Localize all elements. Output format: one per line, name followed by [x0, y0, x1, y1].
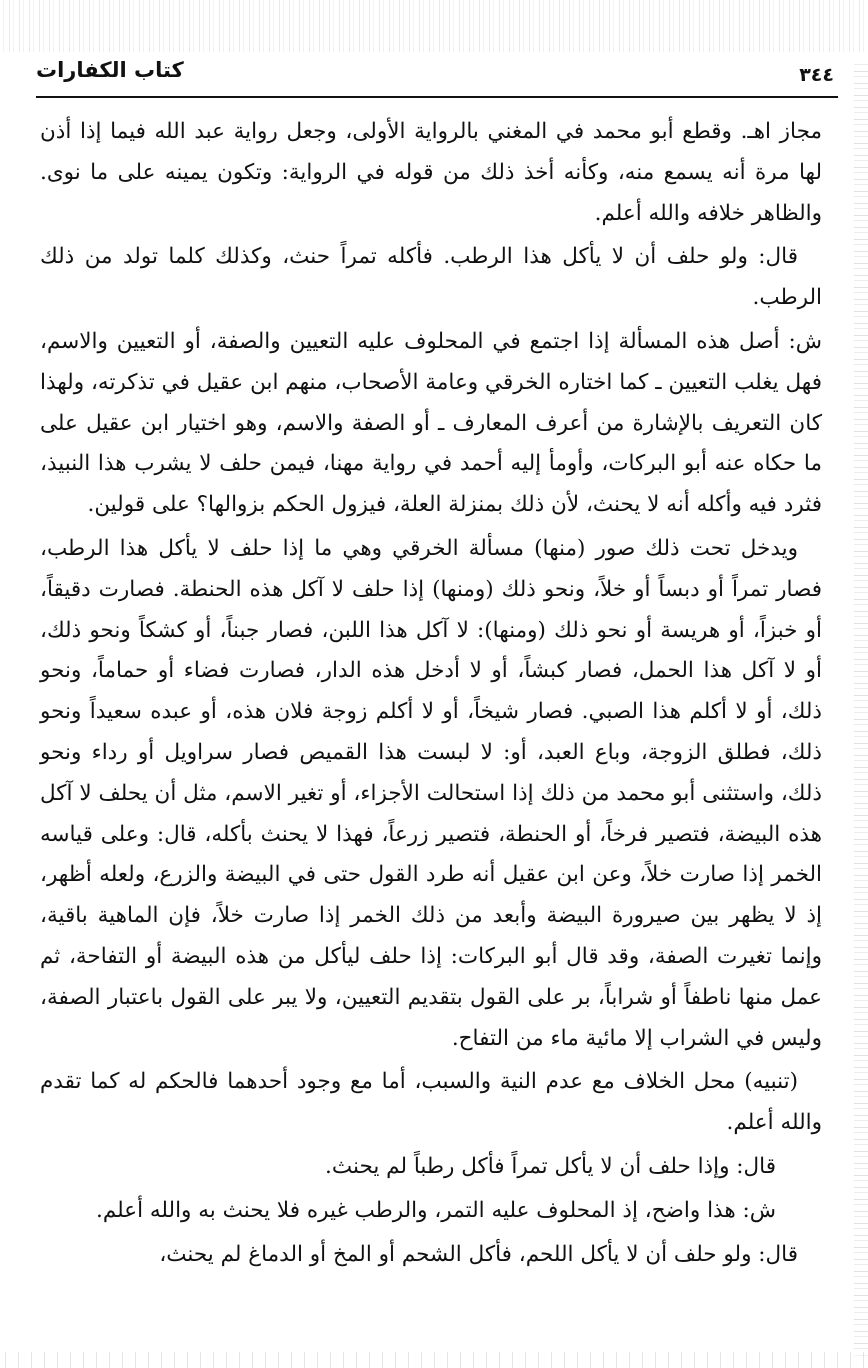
paragraph-1: مجاز اهـ. وقطع أبو محمد في المغني بالرواية الأولى، وجعل رواية عبد الله فيما إذا أذن لها مرة أنه يسمع منه، وكأنه أخذ ذلك من قوله في الرواية: وتكون يمينه على ما نوى. والظاهر خلافه والله أعلم. [40, 119, 822, 226]
scan-noise-top [0, 0, 868, 52]
paragraph-3: ش: أصل هذه المسألة إذا اجتمع في المحلوف عليه التعيين والصفة، أو التعيين والاسم، فهل يغلب التعيين ـ كما اختاره الخرقي وعامة الأصحاب، منهم ابن عقيل في تذكرته، ولهذا كان التعريف بالإشارة من أعرف المعارف ـ أو الصفة والاسم، وهو اختيار ابن عقيل على ما حكاه عنه أبو البركات، وأومأ إليه أحمد في رواية مهنا، فيمن حلف لا يشرب هذا النبيذ، فثرد فيه وأكله أنه لا يحنث، لأن ذلك بمنزلة العلة، فيزول الحكم بزوالها؟ على قولين. [40, 328, 822, 518]
scan-noise-bottom [0, 1352, 868, 1368]
book-title: كتاب الكفارات [36, 58, 184, 82]
paragraph-4: ويدخل تحت ذلك صور (منها) مسألة الخرقي وهي ما إذا حلف لا يأكل هذا الرطب، فصار تمراً أو دبساً أو خلاً، ونحو ذلك (ومنها) إذا حلف لا آكل هذه الحنطة. فصارت دقيقاً، أو خبزاً، أو هريسة أو نحو ذلك (ومنها): لا آكل هذا اللبن، فصار جبناً، أو كشكاً ونحو ذلك، أو لا آكل هذا الحمل، فصار كبشاً، أو لا أدخل هذه الدار، فصارت فضاء أو حماماً، ونحو ذلك، أو لا أكلم هذا الصبي. فصار شيخاً، أو لا أكلم زوجة فلان هذه، أو عبده سعيداً ونحو ذلك، فطلق الزوجة، وباع العبد، أو: لا لبست هذا القميص فصار سراويل أو رداء ونحو ذلك، واستثنى أبو محمد من ذلك إذا استحالت الأجزاء، أو تغير الاسم، مثل أن يحلف لا آكل هذه البيضة، فتصير فرخاً، أو الحنطة، فتصير زرعاً، فهذا لا يحنث بأكله، قال: وعلى قياسه الخمر إذا صارت خلاً، وعن ابن عقيل أنه طرد القول حتى في البيضة والزرع، ولعله أظهر، إذ لا يظهر بين صيرورة البيضة وأبعد من ذلك الخمر إذا صارت خلاً، فإن الماهية باقية، وإنما تغيرت الصفة، وقد قال أبو البركات: إذا حلف ليأكل من هذه البيضة أو التفاحة، ثم عمل منها ناطفاً أو شراباً، بر على القول بتقديم التعيين، ولا يبر على القول باعتبار الصفة، وليس في الشراب إلا مائية ماء من التفاح. [40, 535, 822, 1051]
paragraph-7: ش: هذا واضح، إذ المحلوف عليه التمر، والرطب غيره فلا يحنث به والله أعلم. [95, 1197, 776, 1223]
paragraph-6: قال: وإذا حلف أن لا يأكل تمراً فأكل رطباً لم يحنث. [325, 1153, 776, 1179]
page-header [36, 56, 838, 98]
page-number: ٣٤٤ [799, 64, 834, 86]
paragraph-5: (تنبيه) محل الخلاف مع عدم النية والسبب، أما مع وجود أحدهما فالحكم له كما تقدم والله أعلم. [40, 1069, 822, 1136]
page-body [40, 112, 822, 1278]
paragraph-8: قال: ولو حلف أن لا يأكل اللحم، فأكل الشحم أو المخ أو الدماغ لم يحنث، [159, 1241, 798, 1267]
scan-noise-right [854, 60, 868, 1360]
paragraph-2: قال: ولو حلف أن لا يأكل هذا الرطب. فأكله تمراً حنث، وكذلك كلما تولد من ذلك الرطب. [40, 244, 822, 311]
